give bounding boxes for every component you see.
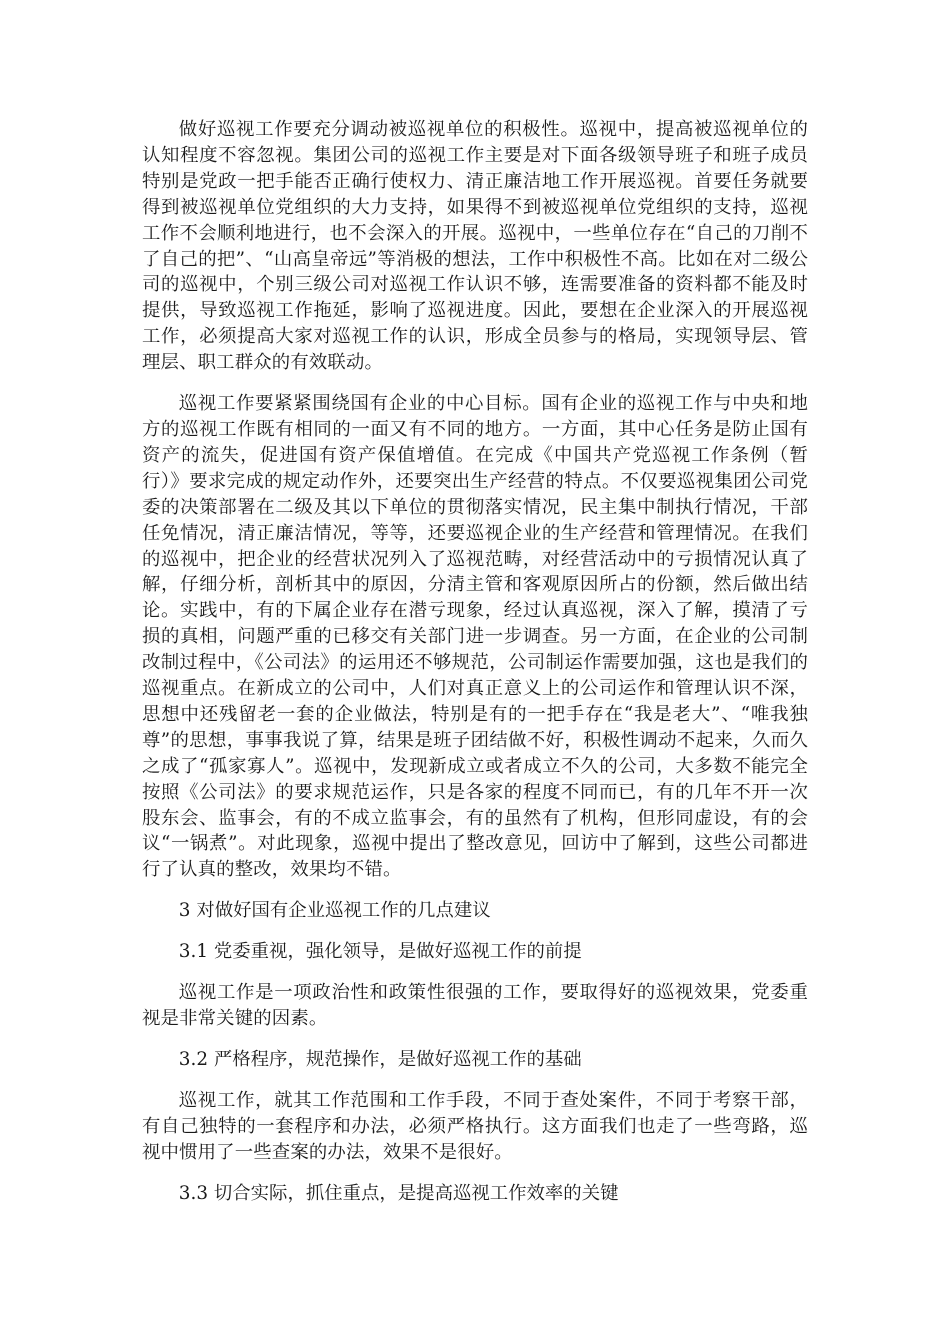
subsection-heading: 3.3 切合实际，抓住重点，是提高巡视工作效率的关键 bbox=[178, 1182, 619, 1204]
body-paragraph: 巡视工作要紧紧围绕国有企业的中心目标。国有企业的巡视工作与中央和地方的巡视工作既有相同的一面又有不同的地方。一方面，其中心任务是防止国有资产的流失，促进国有资产保值增值。在完成《中国共产党巡视工作条例（暂行）》要求完成的规定动作外，还要突出生产经营的特点。不仅要巡视集团公司党委的决策部署在二级及其以下单位的贯彻落实情况，民主集中制执行情况，干部任免情况，清正廉洁情况，等等，还要巡视企业的生产经营和管理情况。在我们的巡视中，把企业的经营状况列入了巡视范畴，对经营活动中的亏损情况认真了解，仔细分析，剖析其中的原因，分清主管和客观原因所占的份额，然后做出结论。实践中，有的下属企业存在潜亏现象，经过认真巡视，深入了解，摸清了亏损的真相，问题严重的已移交有关部门进一步调查。另一方面，在企业的公司制改制过程中，《公司法》的运用还不够规范，公司制运作需要加强，这也是我们的巡视重点。在新成立的公司中，人们对真正意义上的公司运作和管理认识不深，思想中还残留老一套的企业做法，特别是有的一把手存在“我是老大”、“唯我独尊”的思想，事事我说了算，结果是班子团结做不好，积极性调动不起来，久而久之成了“孤家寡人”。巡视中，发现新成立或者成立不久的公司，大多数不能完全按照《公司法》的要求规范运作，只是各家的程度不同而已，有的几年不开一次股东会、监事会，有的不成立监事会，有的虽然有了机构，但形同虚设，有的会议“一锅煮”。对此现象，巡视中提出了整改意见，回访中了解到，这些公司都进行了认真的整改，效果均不错。 bbox=[142, 393, 808, 881]
body-paragraph: 做好巡视工作要充分调动被巡视单位的积极性。巡视中，提高被巡视单位的认知程度不容忽视。集团公司的巡视工作主要是对下面各级领导班子和班子成员特别是党政一把手能否正确行使权力、清正廉洁地工作开展巡视。首要任务就要得到被巡视单位党组织的大力支持，如果得不到被巡视单位党组织的支持，巡视工作不会顺利地进行，也不会深入的开展。巡视中，一些单位存在“自己的刀削不了自己的把”、“山高皇帝远”等消极的想法，工作中积极性不高。比如在对二级公司的巡视中，个别三级公司对巡视工作认识不够，连需要准备的资料都不能及时提供，导致巡视工作拖延，影响了巡视进度。因此，要想在企业深入的开展巡视工作，必须提高大家对巡视工作的认识，形成全员参与的格局，实现领导层、管理层、职工群众的有效联动。 bbox=[142, 119, 808, 374]
body-paragraph: 巡视工作，就其工作范围和工作手段，不同于查处案件，不同于考察干部，有自己独特的一套程序和办法，必须严格执行。这方面我们也走了一些弯路，巡视中惯用了一些查案的办法，效果不是很好。 bbox=[142, 1089, 808, 1163]
document-page bbox=[142, 117, 808, 1221]
subsection-heading: 3.1 党委重视，强化领导，是做好巡视工作的前提 bbox=[178, 941, 582, 963]
subsection-heading: 3.2 严格程序，规范操作，是做好巡视工作的基础 bbox=[178, 1048, 582, 1070]
section-heading: 3 对做好国有企业巡视工作的几点建议 bbox=[178, 900, 491, 922]
body-paragraph: 巡视工作是一项政治性和政策性很强的工作，要取得好的巡视效果，党委重视是非常关键的因素。 bbox=[142, 982, 808, 1029]
